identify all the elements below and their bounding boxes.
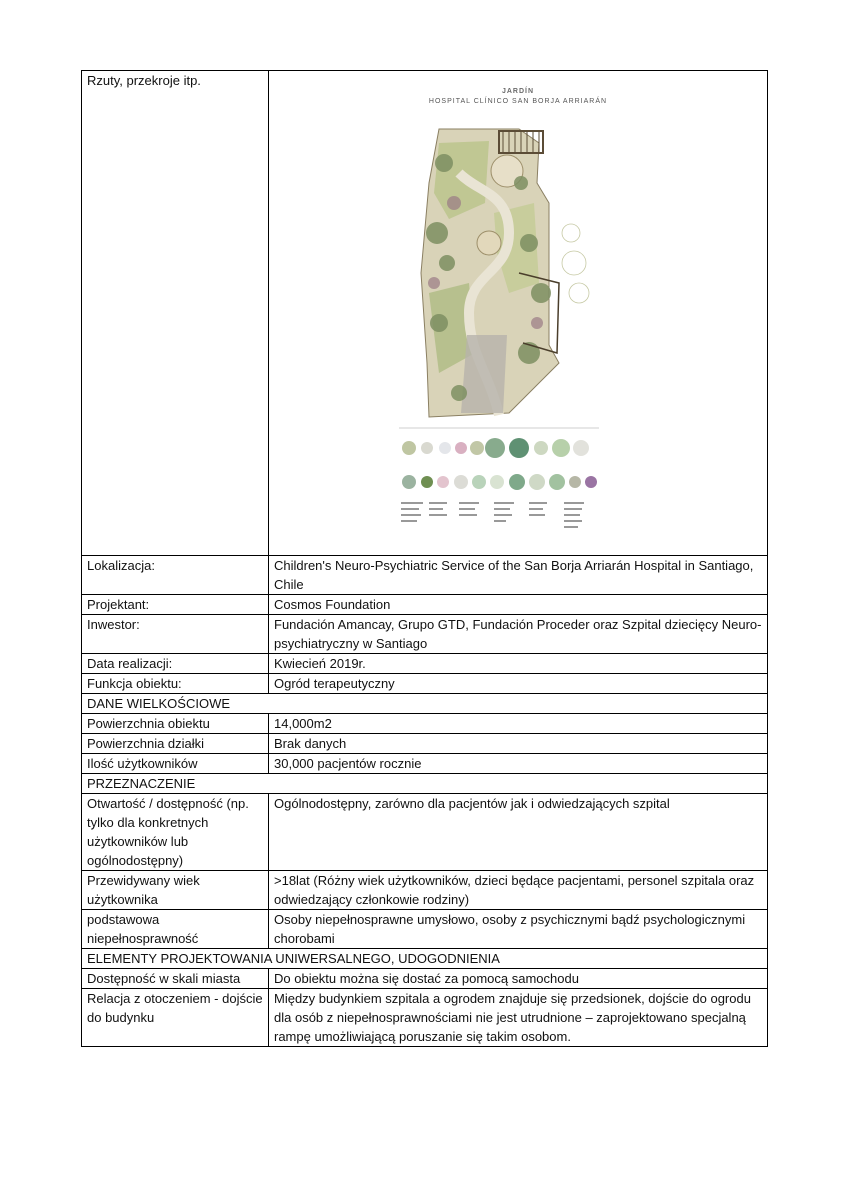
document-sheet [81, 70, 768, 1047]
row-inwestor [82, 615, 768, 654]
value-projektant: Cosmos Foundation [269, 595, 768, 615]
row-pow-obiektu [82, 714, 768, 734]
row-lokalizacja [82, 556, 768, 595]
plan-subtitle: HOSPITAL CLÍNICO SAN BORJA ARRIARÁN [428, 98, 608, 105]
row-relacja [82, 989, 768, 1047]
label-lokalizacja: Lokalizacja: [82, 556, 269, 595]
label-ilosc: Ilość użytkowników [82, 754, 269, 774]
plant-legend-image [399, 426, 599, 546]
row-niepelnosprawnosc [82, 910, 768, 949]
section-dane [82, 694, 768, 714]
value-dostepnosc: Do obiektu można się dostać za pomocą samochodu [269, 969, 768, 989]
value-ilosc: 30,000 pacjentów rocznie [269, 754, 768, 774]
row-pow-dzialki [82, 734, 768, 754]
section-heading-przeznaczenie: PRZEZNACZENIE [82, 774, 768, 794]
row-dostepnosc [82, 969, 768, 989]
section-heading-dane: DANE WIELKOŚCIOWE [82, 694, 768, 714]
label-inwestor: Inwestor: [82, 615, 269, 654]
garden-plan-image [399, 123, 599, 423]
row-funkcja [82, 674, 768, 694]
section-przeznaczenie [82, 774, 768, 794]
row-projektant [82, 595, 768, 615]
label-niepelnosprawnosc: podstawowa niepełnosprawność [82, 910, 269, 949]
value-funkcja: Ogród terapeutyczny [269, 674, 768, 694]
value-pow-dzialki: Brak danych [269, 734, 768, 754]
value-niepelnosprawnosc: Osoby niepełnosprawne umysłowo, osoby z psychicznymi bądź psychologicznymi chorobami [269, 910, 768, 949]
label-wiek: Przewidywany wiek użytkownika [82, 871, 269, 910]
label-otwartosc: Otwartość / dostępność (np. tylko dla konkretnych użytkowników lub ogólnodostępny) [82, 794, 269, 871]
row-wiek [82, 871, 768, 910]
label-pow-dzialki: Powierzchnia działki [82, 734, 269, 754]
value-otwartosc: Ogólnodostępny, zarówno dla pacjentów jak i odwiedzających szpital [269, 794, 768, 871]
row-ilosc [82, 754, 768, 774]
plan-label: Rzuty, przekroje itp. [82, 71, 269, 556]
plan-row [82, 71, 768, 556]
value-data: Kwiecień 2019r. [269, 654, 768, 674]
info-table [81, 70, 768, 1047]
section-heading-elementy: ELEMENTY PROJEKTOWANIA UNIWERSALNEGO, UDOGODNIENIA [82, 949, 768, 969]
label-dostepnosc: Dostępność w skali miasta [82, 969, 269, 989]
value-inwestor: Fundación Amancay, Grupo GTD, Fundación Proceder oraz Szpital dziecięcy Neuro-psychiatryczny w Santiago [269, 615, 768, 654]
value-lokalizacja: Children's Neuro-Psychiatric Service of the San Borja Arriarán Hospital in Santiago, Chile [269, 556, 768, 595]
plan-drawing [269, 71, 768, 556]
label-projektant: Projektant: [82, 595, 269, 615]
label-relacja: Relacja z otoczeniem - dojście do budynku [82, 989, 269, 1047]
section-elementy [82, 949, 768, 969]
row-otwartosc [82, 794, 768, 871]
value-pow-obiektu: 14,000m2 [269, 714, 768, 734]
plan-heading [269, 87, 767, 107]
label-funkcja: Funkcja obiektu: [82, 674, 269, 694]
row-data [82, 654, 768, 674]
value-wiek: >18lat (Różny wiek użytkowników, dzieci będące pacjentami, personel szpitala oraz odwiedzający członkowie rodziny) [269, 871, 768, 910]
plan-title: JARDÍN [501, 88, 535, 95]
label-pow-obiektu: Powierzchnia obiektu [82, 714, 269, 734]
label-data: Data realizacji: [82, 654, 269, 674]
value-relacja: Między budynkiem szpitala a ogrodem znajduje się przedsionek, dojście do ogrodu dla osób z niepełnosprawnościami nie jest utrudnione – zaprojektowano specjalną rampę umożliwiającą poruszanie się takim osobom. [269, 989, 768, 1047]
